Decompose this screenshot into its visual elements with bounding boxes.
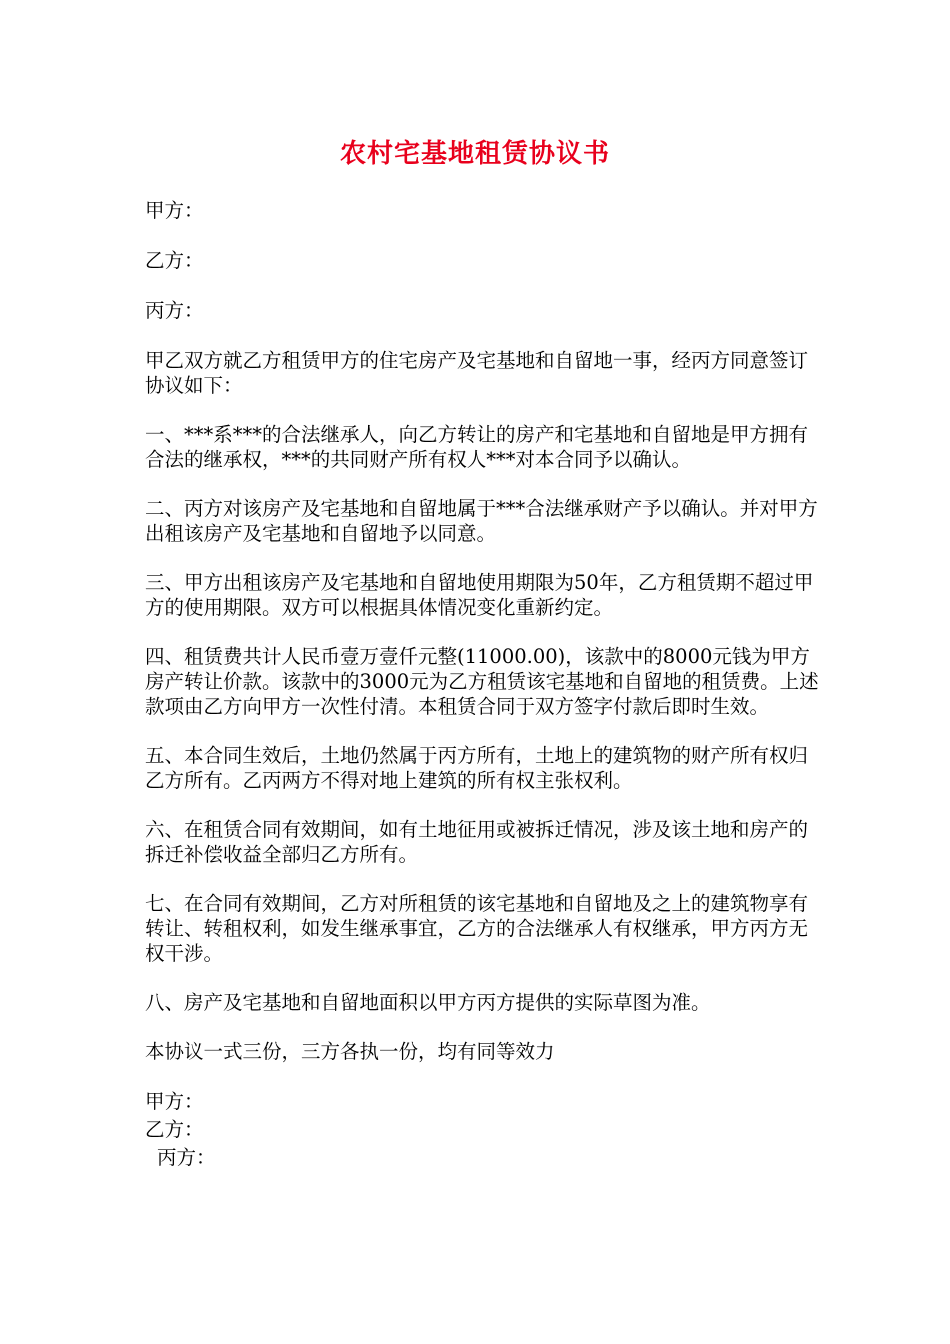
clause-2: 二、丙方对该房产及宅基地和自留地属于***合法继承财产予以确认。并对甲方出租该房产及宅基地和自留地予以同意。: [145, 497, 818, 545]
party-b-line: 乙方：: [145, 249, 204, 272]
clause-1: 一、***系***的合法继承人，向乙方转让的房产和宅基地和自留地是甲方拥有合法的继承权，***的共同财产所有权人***对本合同予以确认。: [145, 423, 809, 471]
clause-4: 四、租赁费共计人民币壹万壹仟元整(11000.00)，该款中的8000元钱为甲方房产转让价款。该款中的3000元为乙方租赁该宅基地和自留地的租赁费。上述款项由乙方向甲方一次性付清。本租赁合同于双方签字付款后即时生效。: [145, 645, 819, 718]
document-title: 农村宅基地租赁协议书: [339, 139, 610, 169]
closing-statement: 本协议一式三份，三方各执一份，均有同等效力: [145, 1040, 555, 1063]
clause-8: 八、房产及宅基地和自留地面积以甲方丙方提供的实际草图为准。: [145, 991, 711, 1014]
signature-party-b: 乙方：: [145, 1118, 204, 1141]
party-c-line: 丙方：: [145, 299, 204, 322]
clause-7: 七、在合同有效期间，乙方对所租赁的该宅基地和自留地及之上的建筑物享有转让、转租权利，如发生继承事宜，乙方的合法继承人有权继承，甲方丙方无权干涉。: [145, 892, 809, 965]
clause-3: 三、甲方出租该房产及宅基地和自留地使用期限为50年，乙方租赁期不超过甲方的使用期限。双方可以根据具体情况变化重新约定。: [145, 571, 814, 619]
signature-block: [145, 1088, 825, 1172]
preamble-paragraph: 甲乙双方就乙方租赁甲方的住宅房产及宅基地和自留地一事，经丙方同意签订协议如下：: [145, 349, 809, 397]
party-a-line: 甲方：: [145, 199, 204, 222]
clause-5: 五、本合同生效后，土地仍然属于丙方所有，土地上的建筑物的财产所有权归乙方所有。乙丙两方不得对地上建筑的所有权主张权利。: [145, 744, 809, 792]
document-body: [145, 198, 825, 1172]
clause-6: 六、在租赁合同有效期间，如有土地征用或被拆迁情况，涉及该土地和房产的拆迁补偿收益全部归乙方所有。: [145, 818, 809, 866]
signature-party-c: 丙方：: [157, 1146, 216, 1169]
signature-party-a: 甲方：: [145, 1090, 204, 1113]
